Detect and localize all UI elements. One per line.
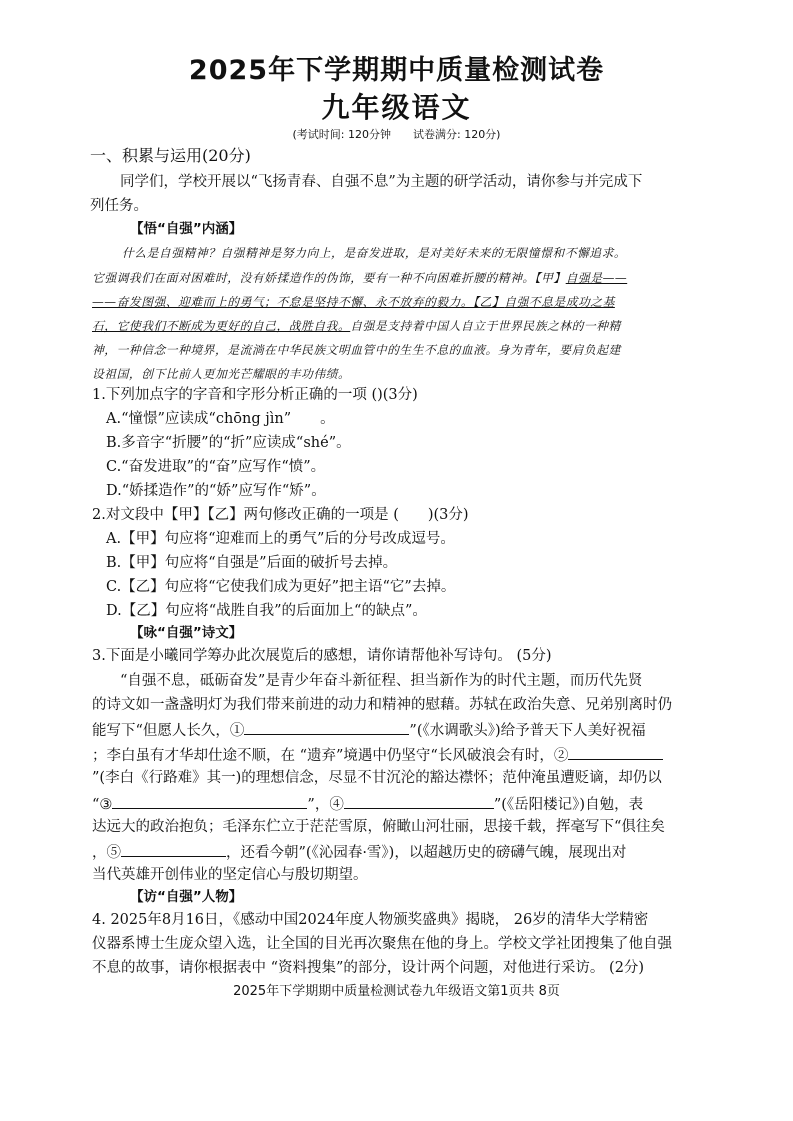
part-heading-wu: 【悟“自强”内涵】 xyxy=(130,221,243,237)
question-1-option-b: B.多音字“折腰”的“折”应读成“shé”。 xyxy=(106,435,351,451)
question-1-stem: 1.下列加点字的字音和字形分析正确的一项 ()(3分) xyxy=(92,387,418,403)
question-3-text: 当代英雄开创伟业的坚定信心与殷切期望。 xyxy=(92,867,368,883)
question-4-text: 不息的故事，请你根据表中 “资料搜集”的部分，设计两个问题，对他进行采访。 (2分) xyxy=(92,960,645,976)
question-1-option-c: C.“奋发进取”的“奋”应写作“愤”。 xyxy=(106,459,326,475)
sentence-jia-cont: ——奋发图强、迎难而上的勇气；不怠是坚持不懈、永不放弃的毅力。【乙】 xyxy=(92,295,505,309)
question-3-text: 能写下“但愿人长久，① ”(《水调歌头》)给予普天下人美好祝福 xyxy=(92,719,646,741)
page-footer: 2025年下学期期中质量检测试卷九年级语文第1页共 8页 xyxy=(233,984,560,999)
question-2-stem: 2.对文段中【甲】【乙】两句修改正确的一项是 ( )(3分) xyxy=(92,507,469,523)
question-4-text: 仪器系博士生庞众望入选，让全国的目光再次聚焦在他的身上。学校文学社团搜集了他自强 xyxy=(92,936,672,952)
passage-line: 神，一种信念一种境界，是流淌在中华民族文明血管中的生生不息的血液。身为青年，要肩负起建 xyxy=(92,343,621,357)
sentence-jia: 自强是—— xyxy=(565,271,628,285)
sentence-yi: 自强不息是成功之基 xyxy=(504,295,615,309)
passage-line: 什么是自强精神？自强精神是努力向上，是奋发进取，是对美好未来的无限憧憬和不懈追求。 xyxy=(122,246,627,260)
question-2-option-d: D.【乙】句应将“战胜自我”的后面加上“的缺点”。 xyxy=(106,603,427,619)
section-intro-line: 列任务。 xyxy=(90,198,148,214)
question-3-stem: 3.下面是小曦同学筹办此次展览后的感想，请你请帮他补写诗句。 (5分) xyxy=(92,648,552,664)
answer-blank-3[interactable] xyxy=(112,793,307,809)
answer-blank-1[interactable] xyxy=(244,719,409,735)
question-3-text: “③ ”，④ ”(《岳阳楼记》)自勉，表 xyxy=(92,793,643,815)
exam-subject: 九年级语文 xyxy=(321,91,472,124)
passage-line xyxy=(92,292,615,312)
exam-title: 2025年下学期期中质量检测试卷 xyxy=(188,55,605,86)
question-3-text: ，⑤ ，还看今朝”(《沁园春·雪》)，以超越历史的磅礴气魄，展现出对 xyxy=(92,841,626,863)
question-2-option-b: B.【甲】句应将“自强是”后面的破折号去掉。 xyxy=(106,555,398,571)
exam-info: (考试时间: 120分钟 试卷满分: 120分) xyxy=(292,128,501,141)
question-2-option-c: C.【乙】句应将“它使我们成为更好”把主语“它”去掉。 xyxy=(106,579,456,595)
part-heading-yong: 【咏“自强”诗文】 xyxy=(130,625,243,641)
answer-blank-5[interactable] xyxy=(121,841,226,857)
question-1-option-a: A.“憧憬”应读成“chōng jìn” 。 xyxy=(106,411,335,427)
question-3-text: 达远大的政治抱负；毛泽东伫立于茫茫雪原，俯瞰山河壮丽，思接千载，挥毫写下“俱往矣 xyxy=(92,819,665,835)
part-heading-fang: 【访“自强”人物】 xyxy=(130,889,243,905)
sentence-yi-cont: 石，它使我们不断成为更好的自己，战胜自我。 xyxy=(92,319,351,333)
section-intro-line: 同学们，学校开展以“飞扬青春、自强不息”为主题的研学活动，请你参与并完成下 xyxy=(120,174,643,190)
section-heading: 一、积累与运用(20分) xyxy=(90,146,251,165)
question-3-text: “自强不息，砥砺奋发”是青少年奋斗新征程、担当新作为的时代主题，而历代先贤 xyxy=(120,673,643,689)
passage-line: 石，它使我们不断成为更好的自己，战胜自我。自强是支持着中国人自立于世界民族之林的一种精 xyxy=(92,319,621,333)
question-1-option-d: D.“娇揉造作”的“娇”应写作“矫”。 xyxy=(106,483,326,499)
passage-line: 设祖国，创下比前人更加光芒耀眼的丰功伟绩。 xyxy=(92,367,351,381)
answer-blank-4[interactable] xyxy=(344,793,494,809)
question-3-text: ；李白虽有才华却仕途不顺，在 “遗弃”境遇中仍坚守“长风破浪会有时，② xyxy=(92,744,663,766)
question-2-option-a: A.【甲】句应将“迎难而上的勇气”后的分号改成逗号。 xyxy=(106,531,455,547)
question-4-text: 4. 2025年8月16日，《感动中国2024年度人物颁奖盛典》揭晓， 26岁的清华大学精密 xyxy=(92,912,649,928)
question-3-text: ”(李白《行路难》其一)的理想信念，尽显不甘沉沦的豁达襟怀；范仲淹虽遭贬谪，却仍以 xyxy=(92,770,662,786)
question-3-text: 的诗文如一盏盏明灯为我们带来前进的动力和精神的慰藉。苏轼在政治失意、兄弟别离时仍 xyxy=(92,697,672,713)
answer-blank-2[interactable] xyxy=(568,744,663,760)
passage-line: 它强调我们在面对困难时，没有娇揉造作的伪饰，要有一种不向困难折腰的精神。【甲】自强是—— xyxy=(92,271,628,285)
